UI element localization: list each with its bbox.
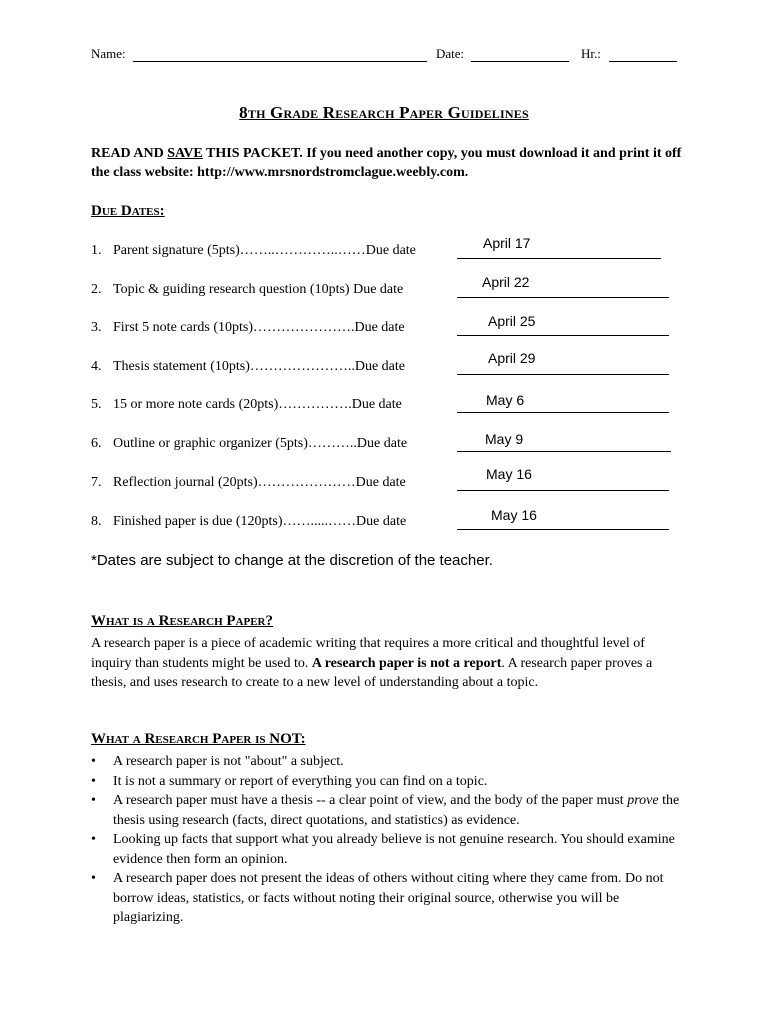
due-item: [91, 350, 681, 381]
student-info-header: [91, 46, 681, 66]
due-item-text: Topic & guiding research question (10pts) Due date: [113, 282, 404, 297]
due-item-text: Outline or graphic organizer (5pts)………..Due date: [113, 436, 408, 451]
due-item: [91, 235, 681, 265]
thesis-emphasis: prove: [627, 793, 659, 808]
due-item-number: 8.: [91, 514, 102, 529]
due-item-number: 3.: [91, 320, 102, 335]
what-is-paragraph: [91, 634, 661, 693]
list-item: [91, 791, 681, 830]
list-item-text: [113, 793, 679, 828]
due-item-text: Finished paper is due (120pts)…….....……Due date: [113, 514, 407, 529]
list-item: [91, 752, 681, 772]
what-is-text-end: . A research paper proves a thesis, and uses research to create to a new level of understanding about a topic.: [91, 655, 653, 690]
due-date-value: May 16: [486, 466, 532, 482]
due-item-text: First 5 note cards (10pts)………………….Due date: [113, 320, 405, 335]
list-item-text: It is not a summary or report of everything you can find on a topic.: [113, 773, 488, 789]
due-date-value: April 22: [482, 274, 530, 290]
due-item-text: Reflection journal (20pts)…………………Due date: [113, 475, 406, 490]
list-item: [91, 869, 681, 928]
what-is-text-start: A research paper is a piece of academic writing that requires a more critical and thoughtful level of inquiry than students might be used to.: [91, 636, 645, 671]
due-date-line: [457, 529, 669, 530]
due-date-line: [457, 335, 669, 336]
due-item: [91, 507, 681, 536]
due-item: [91, 392, 681, 419]
due-date-value: April 29: [488, 350, 536, 366]
what-is-heading: What is a Research Paper?: [91, 613, 273, 629]
due-item: [91, 466, 681, 497]
due-item: [91, 431, 681, 458]
due-item-number: 6.: [91, 436, 102, 451]
thesis-text-start: A research paper must have a thesis -- a clear point of view, and the body of the paper must: [113, 793, 628, 808]
due-item-number: 7.: [91, 475, 102, 490]
bullet-icon: •: [91, 871, 96, 886]
intro-text-start: READ AND: [91, 146, 168, 161]
date-label: Date:: [436, 46, 465, 61]
intro-paragraph: [91, 144, 691, 182]
due-item: [91, 313, 681, 342]
due-item-text: 15 or more note cards (20pts)…………….Due date: [113, 397, 402, 412]
name-field[interactable]: [133, 61, 427, 62]
due-date-line: [457, 451, 671, 452]
due-date-value: May 9: [485, 431, 524, 447]
hr-label: Hr.:: [581, 46, 601, 61]
intro-save-word: SAVE: [167, 146, 203, 161]
due-item: [91, 274, 681, 304]
due-date-value: May 16: [491, 507, 537, 523]
bullet-icon: •: [91, 754, 96, 769]
bullet-icon: •: [91, 773, 96, 789]
page-title: 8th Grade Research Paper Guidelines: [239, 103, 529, 122]
bullet-icon: •: [91, 793, 96, 808]
due-item-text: Parent signature (5pts)……..…………..……Due date: [113, 243, 416, 258]
due-dates-heading: Due Dates:: [91, 203, 165, 219]
due-date-line: [457, 374, 669, 375]
bullet-icon: •: [91, 832, 96, 847]
due-date-line: [457, 490, 669, 491]
due-item-number: 5.: [91, 397, 102, 412]
due-date-value: May 6: [486, 392, 525, 408]
list-item-text: Looking up facts that support what you already believe is not genuine research. You should examine evidence then form an opinion.: [113, 832, 675, 867]
what-not-list: [91, 752, 681, 928]
list-item-text: A research paper is not "about" a subject.: [113, 754, 344, 769]
list-item: [91, 830, 681, 869]
due-item-text: Thesis statement (10pts)…………………..Due date: [113, 359, 406, 374]
hr-field[interactable]: [609, 61, 677, 62]
what-not-heading: What a Research Paper is NOT:: [91, 731, 306, 747]
due-date-line: [457, 297, 669, 298]
dates-disclaimer: *Dates are subject to change at the discretion of the teacher.: [91, 552, 493, 569]
due-item-number: 2.: [91, 282, 102, 297]
due-date-value: April 25: [488, 313, 536, 329]
thesis-text-end: the thesis using research (facts, direct quotations, and statistics) as evidence.: [113, 793, 680, 828]
due-date-line: [457, 258, 661, 259]
what-is-bold-text: A research paper is not a report: [311, 655, 502, 671]
name-label: Name:: [91, 46, 126, 61]
list-item: [91, 772, 681, 792]
intro-text-end: THIS PACKET. If you need another copy, you must download it and print it off the class website: http://www.mrsnordstromclague.weebly.com.: [91, 146, 682, 180]
due-item-number: 4.: [91, 359, 102, 374]
list-item-text: A research paper does not present the ideas of others without citing where they came from. Do not borrow ideas, statistics, or facts without noting their original source, otherwise you will be plagiarizing.: [113, 871, 664, 925]
due-date-line: [457, 412, 669, 413]
due-date-value: April 17: [483, 235, 531, 251]
due-item-number: 1.: [91, 243, 102, 258]
date-field[interactable]: [471, 61, 569, 62]
